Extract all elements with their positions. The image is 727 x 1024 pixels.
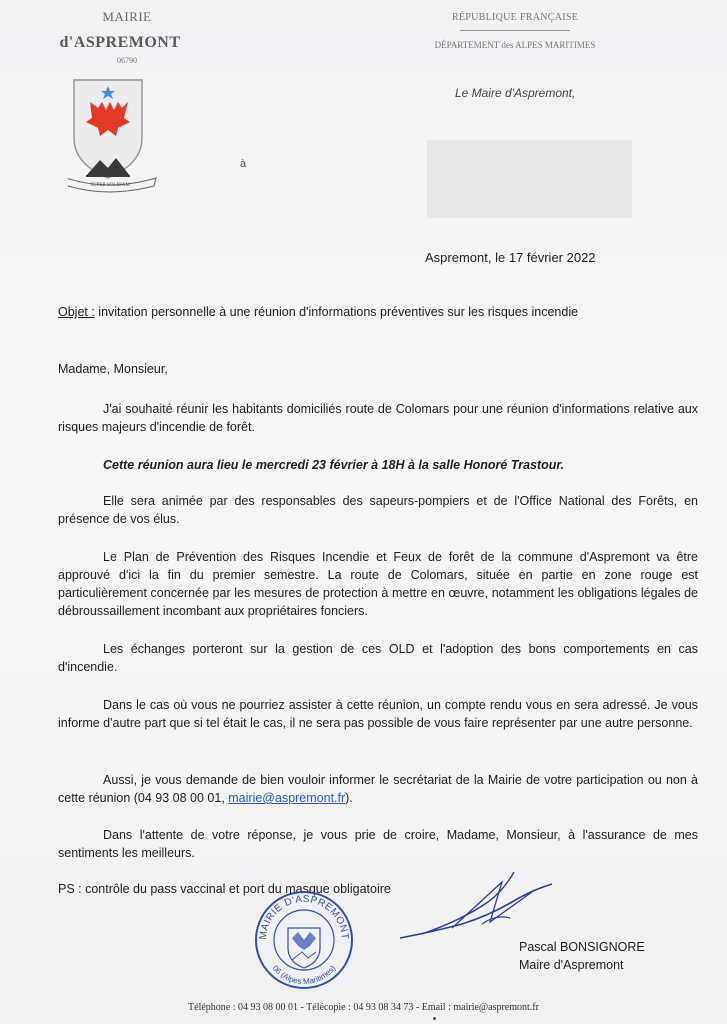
- subject-line: [58, 305, 698, 319]
- paragraph-7-end: ).: [345, 791, 353, 805]
- subject-text: invitation personnelle à une réunion d'informations préventives sur les risques incendie: [94, 305, 579, 319]
- coat-of-arms-icon: [68, 72, 178, 194]
- paragraph-5: Les échanges porteront sur la gestion de ces OLD et l'adoption des bons comportements en cas d'incendie.: [58, 642, 698, 674]
- signatory-title: Maire d'Aspremont: [519, 958, 624, 972]
- signatory-block: [519, 938, 645, 974]
- paragraph-7-text: Aussi, je vous demande de bien vouloir informer le secrétariat de la Mairie de votre participation ou non à cette réunion (04 93 08 00 01,: [58, 773, 698, 805]
- paragraph-7: [58, 771, 698, 807]
- coat-motto: SUPER SOLIDAM: [90, 183, 130, 188]
- stamp-top-text: MAIRIE D'ASPREMONT: [257, 893, 351, 941]
- subject-label: Objet :: [58, 305, 95, 319]
- signatory-name: Pascal BONSIGNORE: [519, 940, 645, 954]
- meeting-announcement: Cette réunion aura lieu le mercredi 23 février à 18H à la salle Honoré Trastour.: [103, 458, 565, 472]
- svg-text:MAIRIE D'ASPREMONT: [258, 894, 350, 940]
- closing-paragraph: Dans l'attente de votre réponse, je vous prie de croire, Madame, Monsieur, à l'assurance de mes sentiments les meilleurs.: [58, 828, 698, 860]
- scan-mark: [433, 1017, 436, 1020]
- header-divider: [460, 30, 570, 31]
- recipient-prefix: à: [240, 158, 247, 170]
- official-stamp: [252, 888, 356, 992]
- paragraph-3: Elle sera animée par des responsables des sapeurs-pompiers et de l'Office National des Forêts, en présence de vos élus.: [58, 494, 698, 526]
- stamp-bottom-text: 06 (Alpes Maritimes): [270, 963, 338, 987]
- postscript: PS : contrôle du pass vaccinal et port du masque obligatoire: [58, 882, 391, 896]
- mairie-label: MAIRIE: [102, 9, 152, 24]
- footer-contact: Téléphone : 04 93 08 00 01 - Télécopie : 04 93 08 34 73 - Email : mairie@aspremont.fr: [188, 1002, 539, 1013]
- mayor-title: Le Maire d'Aspremont,: [455, 86, 576, 100]
- department-header: DÉPARTEMENT des ALPES MARITIMES: [434, 40, 596, 50]
- republic-header: RÉPUBLIQUE FRANÇAISE: [451, 12, 579, 23]
- redacted-address-block: [427, 140, 632, 218]
- postal-code: 06790: [117, 56, 137, 65]
- date-line: Aspremont, le 17 février 2022: [425, 250, 596, 265]
- email-link[interactable]: mairie@aspremont.fr: [228, 791, 346, 805]
- paragraph-4: Le Plan de Prévention des Risques Incendie et Feux de forêt de la commune d'Aspremont va être approuvé d'ici la fin du premier semestre. La route de Colomars, située en partie en zone rouge est particulièrement concernée par les mesures de protection à mettre en œuvre, notamment les obligations légales de débroussaillement incombant aux propriétaires fonciers.: [58, 550, 698, 618]
- paragraph-6: Dans le cas où vous ne pourriez assister à cette réunion, un compte rendu vous en sera adressé. Je vous informe d'autre part que si tel était le cas, il ne sera pas possible de vous faire représenter par une autre personne.: [58, 698, 698, 730]
- greeting: Madame, Monsieur,: [58, 362, 168, 376]
- paragraph-1: J'ai souhaité réunir les habitants domiciliés route de Colomars pour une réunion d'informations relative aux risques majeurs d'incendie de forêt.: [58, 402, 698, 434]
- mairie-city: d'ASPREMONT: [59, 34, 181, 51]
